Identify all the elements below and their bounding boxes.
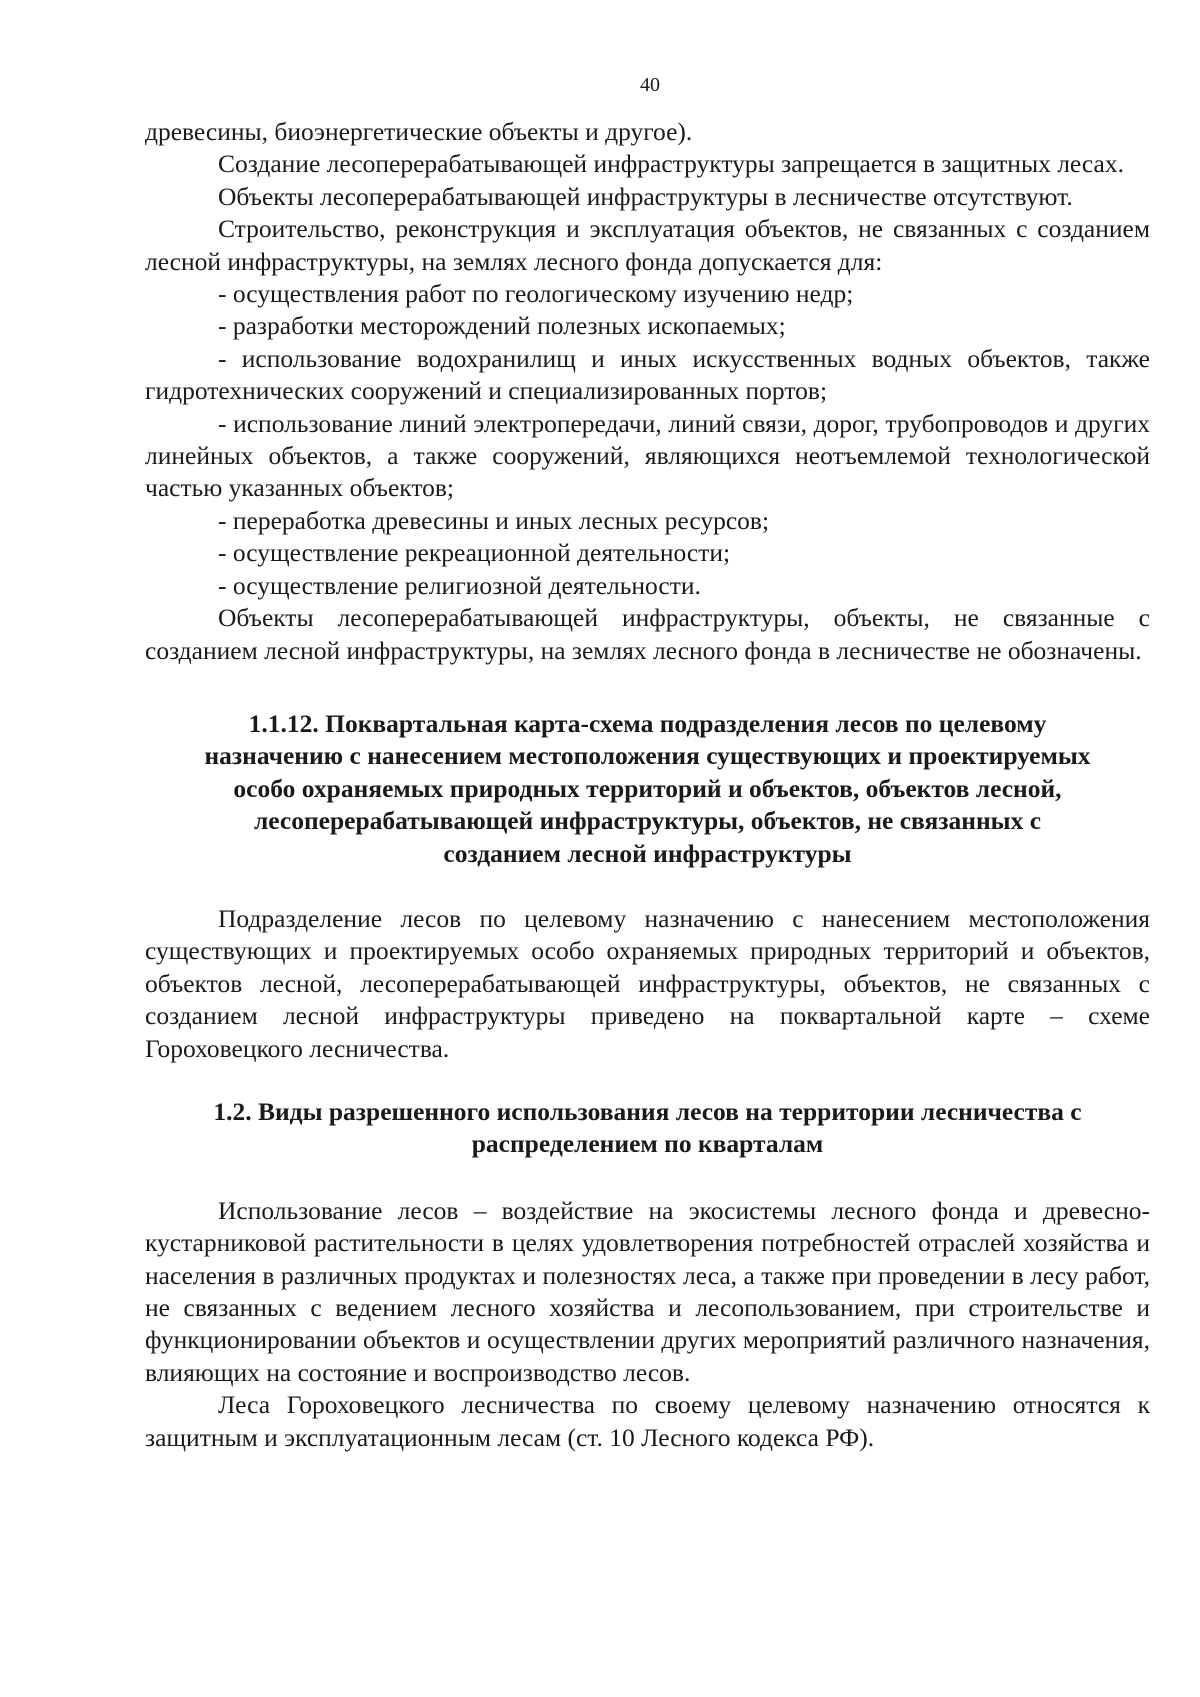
paragraph-infrastructure-absent: Объекты лесоперерабатывающей инфраструктуры в лесничестве отсутствуют. [218, 181, 1073, 211]
list-item: - осуществление рекреационной деятельности; [218, 538, 731, 568]
heading-line: назначению с нанесением местоположения существующих и проектируемых [204, 741, 1091, 771]
list-item: - разработки месторождений полезных ископаемых; [218, 311, 786, 341]
heading-line: 1.2. Виды разрешенного использования лесов на территории лесничества с [213, 1096, 1082, 1126]
list-item: - осуществления работ по геологическому изучению недр; [218, 279, 854, 309]
heading-line: 1.1.12. Поквартальная карта-схема подразделения лесов по целевому [248, 708, 1047, 738]
paragraph-objects-not-designated: Объекты лесоперерабатывающей инфраструктуры, объекты, не связанные с созданием лесной инфраструктуры, на землях лесного фонда в лесничестве не обозначены. [145, 603, 1150, 665]
paragraph-infrastructure-ban: Создание лесоперерабатывающей инфраструктуры запрещается в защитных лесах. [218, 149, 1124, 179]
paragraph-forest-use-definition: Использование лесов – воздействие на экосистемы лесного фонда и древесно-кустарниковой растительности в целях удовлетворения потребностей отраслей хозяйства и населения в различных продуктах и полезностях леса, а также при проведении в лесу работ, не связанных с ведением лесного хозяйства и лесопользованием, при строительстве и функционировании объектов и осуществлении других мероприятий различного назначения, влияющих на состояние и воспроизводство лесов. [145, 1195, 1150, 1387]
paragraph-forest-purpose: Леса Гороховецкого лесничества по своему целевому назначению относятся к защитным и эксплуатационным лесам (ст. 10 Лесного кодекса РФ). [145, 1390, 1150, 1452]
list-item: - использование водохранилищ и иных искусственных водных объектов, также гидротехнических сооружений и специализированных портов; [145, 343, 1150, 406]
list-item: - использование линий электропередачи, линий связи, дорог, трубопроводов и других линейных объектов, а также сооружений, являющихся неотъемлемой технологической частью указанных объектов; [145, 408, 1150, 503]
list-item: - осуществление религиозной деятельности. [218, 570, 701, 600]
heading-line: особо охраняемых природных территорий и объектов, объектов лесной, [233, 773, 1062, 803]
heading-line: распределением по кварталам [471, 1129, 824, 1159]
paragraph-forest-subdivision: Подразделение лесов по целевому назначению с нанесением местоположения существующих и проектируемых особо охраняемых природных территорий и объектов, объектов лесной, лесоперерабатывающей инфраструктуры, объектов, не связанных с созданием лесной инфраструктуры приведено на поквартальной карте – схеме Гороховецкого лесничества. [145, 903, 1150, 1063]
list-item: - переработка древесины и иных лесных ресурсов; [218, 505, 770, 535]
page-content [145, 116, 1150, 1454]
section-heading-1-1-12 [145, 708, 1150, 870]
page-number: 40 [640, 74, 660, 96]
section-heading-1-2 [145, 1096, 1150, 1161]
paragraph-continuation: древесины, биоэнергетические объекты и другое). [145, 117, 693, 146]
heading-line: созданием лесной инфраструктуры [443, 838, 852, 868]
paragraph-construction-allowed: Строительство, реконструкция и эксплуатация объектов, не связанных с созданием лесной инфраструктуры, на землях лесного фонда допускается для: [145, 214, 1150, 276]
heading-line: лесоперерабатывающей инфраструктуры, объектов, не связанных с [253, 806, 1042, 836]
